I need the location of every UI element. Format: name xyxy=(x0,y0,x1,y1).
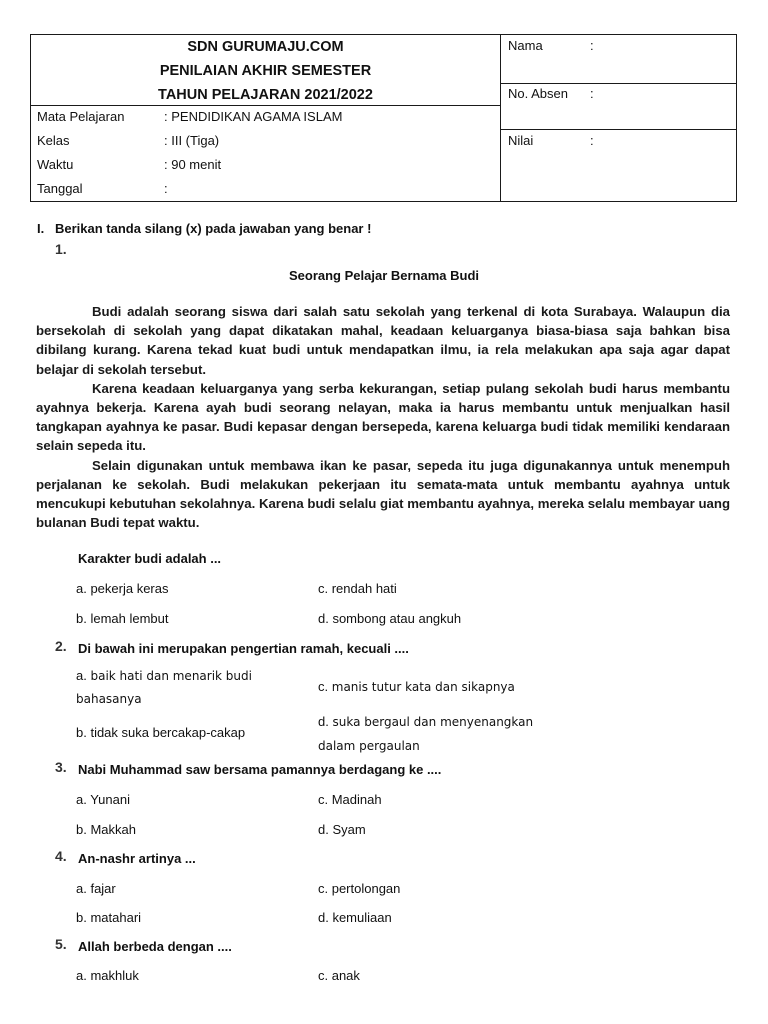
field-label-date: Tanggal xyxy=(37,181,83,196)
option-text: baik hati dan menarik budi xyxy=(90,669,252,683)
option-c[interactable]: c. pertolongan xyxy=(318,881,401,896)
option-b[interactable]: b. Makkah xyxy=(76,822,136,837)
question-text: An-nashr artinya ... xyxy=(78,851,196,866)
absen-label: No. Absen xyxy=(508,86,568,101)
field-label-subject: Mata Pelajaran xyxy=(37,109,125,124)
option-c[interactable]: c. anak xyxy=(318,968,360,983)
option-a[interactable]: a. makhluk xyxy=(76,968,139,983)
reading-passage xyxy=(36,302,730,532)
score-label: Nilai xyxy=(508,133,534,148)
field-value-time: : 90 menit xyxy=(164,157,222,172)
question-text: Di bawah ini merupakan pengertian ramah, kecuali .... xyxy=(78,641,409,656)
option-d[interactable]: d. kemuliaan xyxy=(318,910,392,925)
option-a[interactable]: a. pekerja keras xyxy=(76,581,169,596)
exam-title: PENILAIAN AKHIR SEMESTER xyxy=(159,63,372,79)
option-c[interactable] xyxy=(318,679,515,695)
option-d-continued: dalam pergaulan xyxy=(318,739,420,753)
reading-paragraph: Budi adalah seorang siswa dari salah satu sekolah yang terkenal di kota Surabaya. Walaupun dia bersekolah di sekolah yang dapat dikatakan mahal, keadaan keluarganya biasa-biasa saja bahkan bisa dibilang kurang. Karena tekad kuat budi untuk mendapatkan ilmu, ia rela melakukan apa saja agar dapat belajar di sekolah tersebut. xyxy=(36,304,730,377)
score-field[interactable]: : xyxy=(590,133,594,148)
question-number: 4. xyxy=(55,848,67,864)
option-a-continued: bahasanya xyxy=(76,692,142,706)
question-number: 2. xyxy=(55,638,67,654)
name-field[interactable]: : xyxy=(590,38,594,53)
option-a[interactable]: a. Yunani xyxy=(76,792,130,807)
field-value-class: : III (Tiga) xyxy=(164,133,220,148)
option-b[interactable]: b. tidak suka bercakap-cakap xyxy=(76,725,246,740)
question-text: Nabi Muhammad saw bersama pamannya berdagang ke .... xyxy=(78,762,442,777)
section-roman: I. xyxy=(37,221,45,236)
option-letter: d. xyxy=(318,714,329,729)
section-instruction: Berikan tanda silang (x) pada jawaban yang benar ! xyxy=(55,221,372,236)
question-text: Karakter budi adalah ... xyxy=(78,551,222,566)
reading-paragraph: Karena keadaan keluarganya yang serba kekurangan, setiap pulang sekolah budi harus membantu ayahnya bekerja. Karena ayah budi seorang nelayan, maka ia harus membantu untuk menjualkan hasil tangkapan ayahnya ke pasar. Budi kepasar dengan bersepeda, karena keluarga budi tidak memiliki kendaraan selain sepeda itu. xyxy=(36,380,730,454)
question-number: 1. xyxy=(55,241,67,257)
question-text: Allah berbeda dengan .... xyxy=(78,939,232,954)
reading-title: Seorang Pelajar Bernama Budi xyxy=(288,268,479,283)
option-d[interactable] xyxy=(318,714,533,730)
school-name: SDN GURUMAJU.COM xyxy=(187,39,344,55)
school-year: TAHUN PELAJARAN 2021/2022 xyxy=(158,87,373,103)
reading-paragraph: Selain digunakan untuk membawa ikan ke pasar, sepeda itu juga digunakannya untuk menempuh perjalanan ke sekolah. Budi melakukan pekerjaan itu semata-mata untuk membantu ayahnya untuk mencukupi kebutuhan sekolahnya. Karena budi selalu giat membantu ayahnya, mereka selalu membayar uang bulanan Budi tepat waktu. xyxy=(36,457,730,531)
question-number: 3. xyxy=(55,759,67,775)
option-d[interactable]: d. sombong atau angkuh xyxy=(318,611,462,626)
option-text: suka bergaul dan menyenangkan xyxy=(332,715,534,729)
option-b[interactable]: b. lemah lembut xyxy=(76,611,169,626)
absen-field[interactable]: : xyxy=(590,86,594,101)
field-value-date: : xyxy=(164,181,168,196)
question-number: 5. xyxy=(55,936,67,952)
option-letter: c. xyxy=(318,679,329,694)
field-label-class: Kelas xyxy=(37,133,70,148)
option-c[interactable]: c. rendah hati xyxy=(318,581,397,596)
option-text: manis tutur kata dan sikapnya xyxy=(331,680,515,694)
field-label-time: Waktu xyxy=(37,157,74,172)
option-letter: a. xyxy=(76,668,87,683)
option-d[interactable]: d. Syam xyxy=(318,822,366,837)
option-a[interactable] xyxy=(76,668,252,684)
field-value-subject: : PENDIDIKAN AGAMA ISLAM xyxy=(164,109,343,124)
name-label: Nama xyxy=(508,38,543,53)
option-b[interactable]: b. matahari xyxy=(76,910,142,925)
option-a[interactable]: a. fajar xyxy=(76,881,116,896)
option-c[interactable]: c. Madinah xyxy=(318,792,382,807)
